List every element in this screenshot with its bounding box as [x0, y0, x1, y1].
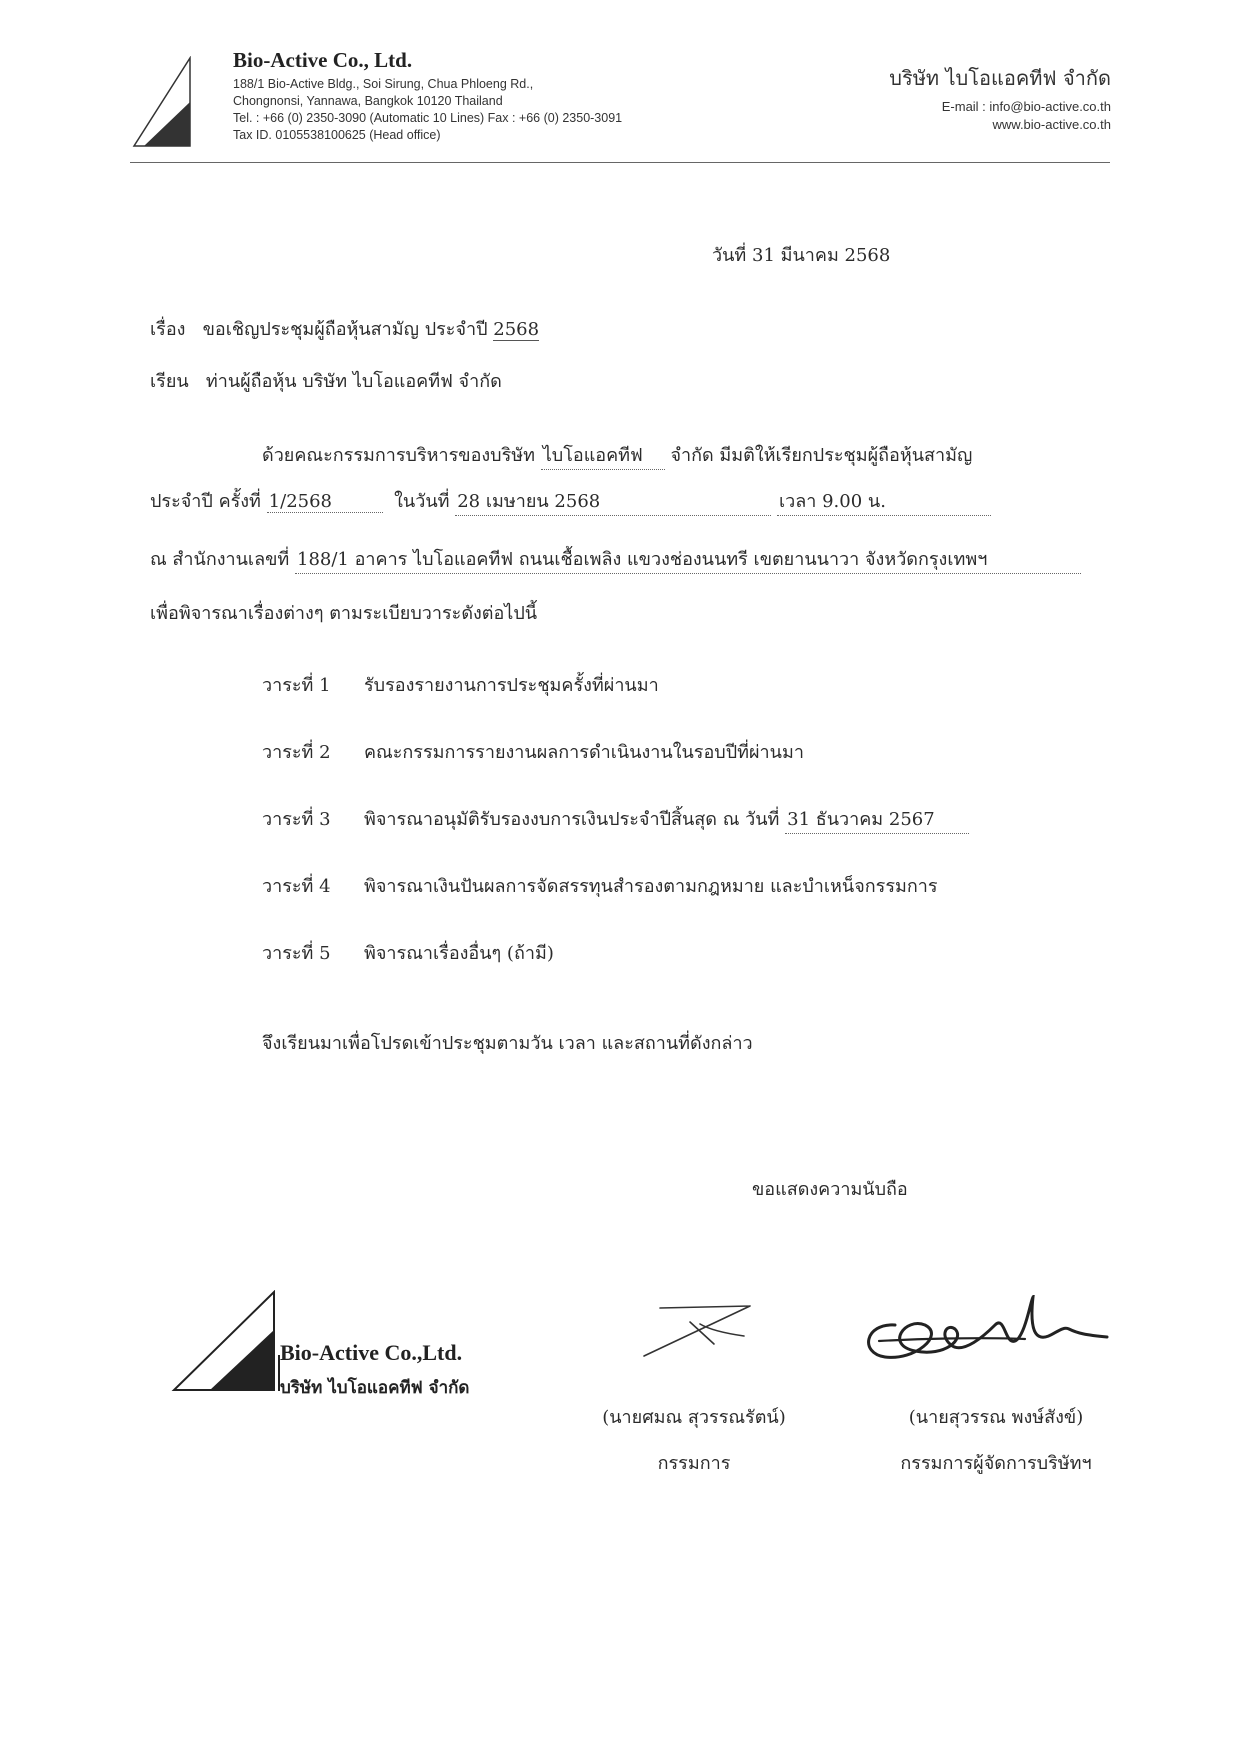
paragraph-line-4: เพื่อพิจารณาเรื่องต่างๆ ตามระเบียบวาระดังต่อไปนี้	[150, 603, 538, 624]
paragraph-line-3	[150, 544, 1081, 574]
company-logo	[130, 56, 210, 148]
meeting-date-fill: 28 เมษายน 2568	[455, 486, 771, 516]
body-text: จำกัด มีมติให้เรียกประชุมผู้ถือหุ้นสามัญ	[670, 445, 973, 466]
address-line: Chongnonsi, Yannawa, Bangkok 10120 Thailand	[233, 94, 503, 108]
paragraph-line-2	[150, 486, 991, 516]
letterhead-divider	[130, 162, 1110, 163]
company-name-th: บริษัท ไบโอแอคทีฟ จำกัด	[889, 66, 1111, 90]
agenda-item	[262, 804, 969, 834]
company-fill: ไบโอแอคทีฟ	[541, 440, 665, 470]
signatory-title-2: กรรมการผู้จัดการบริษัทฯ	[900, 1453, 1092, 1474]
agenda-label: วาระที่ 1	[262, 675, 331, 696]
letterhead-contact-block	[889, 62, 1111, 134]
signature-image-1	[640, 1300, 760, 1360]
recipient-text: ท่านผู้ถือหุ้น บริษัท ไบโอแอคทีฟ จำกัด	[205, 371, 502, 392]
recipient-label: เรียน	[150, 371, 189, 392]
fiscal-date-fill: 31 ธันวาคม 2567	[785, 804, 969, 834]
regards-text: ขอแสดงความนับถือ	[752, 1179, 908, 1200]
letter-date: วันที่ 31 มีนาคม 2568	[712, 245, 891, 266]
address-line: 188/1 Bio-Active Bldg., Soi Sirung, Chua Phloeng Rd.,	[233, 77, 534, 91]
website-text: www.bio-active.co.th	[992, 117, 1111, 132]
agenda-item	[262, 737, 804, 766]
body-text: ในวันที่	[394, 491, 450, 512]
meeting-time-fill: เวลา 9.00 น.	[777, 486, 991, 516]
signatory-title-1: กรรมการ	[657, 1453, 731, 1474]
agenda-label: วาระที่ 5	[262, 943, 331, 964]
subject-label: เรื่อง	[150, 319, 186, 340]
body-text: ณ สำนักงานเลขที่	[150, 549, 290, 570]
recipient-line	[150, 366, 502, 395]
agenda-text: พิจารณาเงินปันผลการจัดสรรทุนสำรองตามกฎหมาย และบำเหน็จกรรมการ	[364, 876, 938, 897]
agenda-label: วาระที่ 2	[262, 742, 331, 763]
email-text: E-mail : info@bio-active.co.th	[941, 99, 1111, 114]
stamp-company-th: บริษัท ไบโอแอคทีฟ จำกัด	[280, 1378, 470, 1398]
subject-year: 2568	[493, 319, 540, 340]
agenda-item	[262, 871, 938, 900]
agenda-text: พิจารณาเรื่องอื่นๆ (ถ้ามี)	[364, 943, 554, 964]
agenda-item	[262, 938, 554, 967]
agenda-text: คณะกรรมการรายงานผลการดำเนินงานในรอบปีที่ผ่านมา	[364, 742, 804, 763]
paragraph-line-1	[262, 440, 972, 470]
contact-line: Tel. : +66 (0) 2350-3090 (Automatic 10 Lines) Fax : +66 (0) 2350-3091	[233, 111, 623, 125]
body-text: ประจำปี ครั้งที่	[150, 491, 261, 512]
agenda-item	[262, 670, 659, 699]
body-text: ด้วยคณะกรรมการบริหารของบริษัท	[262, 445, 535, 466]
company-name-en: Bio-Active Co., Ltd.	[233, 48, 413, 72]
signatory-name-1: (นายศมณ สุวรรณรัตน์)	[602, 1407, 786, 1428]
tax-id-line: Tax ID. 0105538100625 (Head office)	[233, 128, 441, 142]
signature-image-2	[855, 1295, 1115, 1385]
agenda-label: วาระที่ 3	[262, 809, 331, 830]
letterhead-address-block	[233, 48, 622, 144]
agenda-text: พิจารณาอนุมัติรับรองงบการเงินประจำปีสิ้นสุด ณ วันที่	[364, 809, 780, 830]
signatory-name-2: (นายสุวรรณ พงษ์สังข์)	[908, 1407, 1084, 1428]
subject-line	[150, 314, 539, 343]
stamp-logo	[170, 1290, 282, 1392]
stamp-company-en: Bio-Active Co.,Ltd.	[280, 1340, 463, 1365]
meeting-place-fill: 188/1 อาคาร ไบโอแอคทีฟ ถนนเชื้อเพลิง แขวงช่องนนทรี เขตยานนาวา จังหวัดกรุงเทพฯ	[295, 544, 1081, 574]
subject-text: ขอเชิญประชุมผู้ถือหุ้นสามัญ ประจำปี	[202, 319, 488, 340]
closing-text: จึงเรียนมาเพื่อโปรดเข้าประชุมตามวัน เวลา และสถานที่ดังกล่าว	[262, 1033, 753, 1054]
agenda-label: วาระที่ 4	[262, 876, 331, 897]
agenda-text: รับรองรายงานการประชุมครั้งที่ผ่านมา	[364, 675, 659, 696]
meeting-number-fill: 1/2568	[267, 491, 383, 513]
